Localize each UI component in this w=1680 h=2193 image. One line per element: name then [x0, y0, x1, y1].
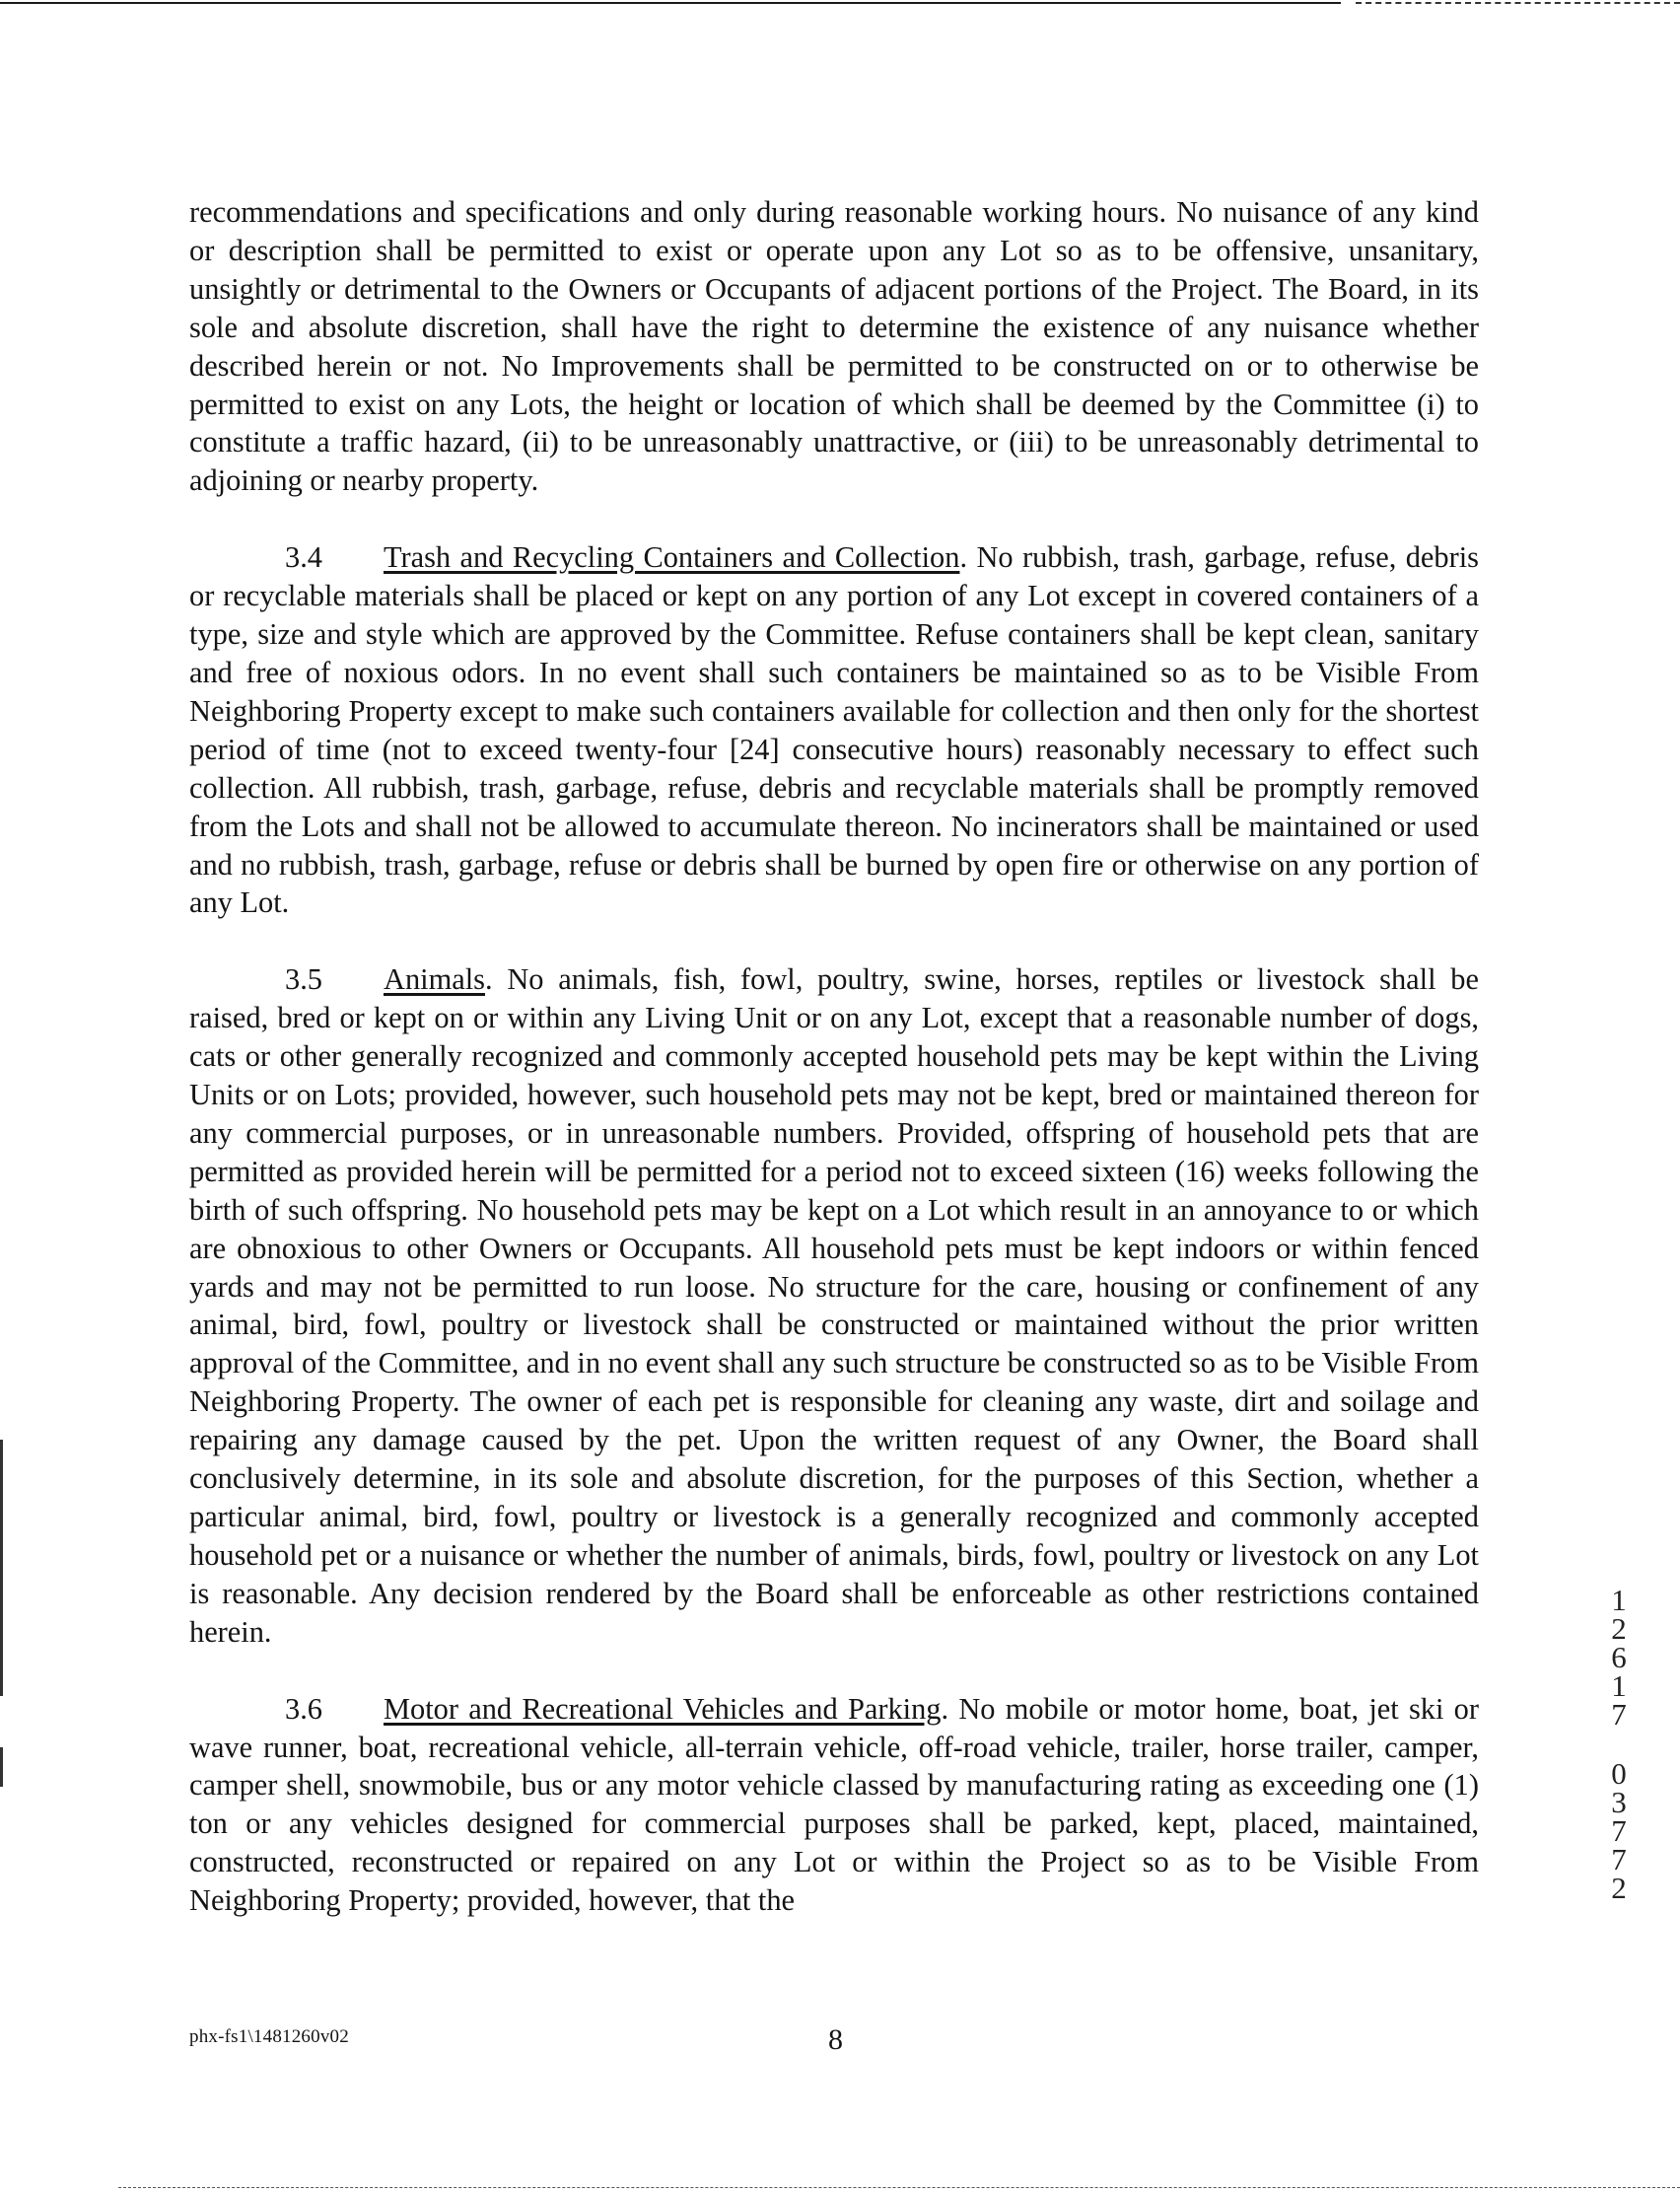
- section-text: . No rubbish, trash, garbage, refuse, debris or recyclable materials shall be placed or kept on any portion of any Lot except in covered containers of a type, size and style which are approved by the Committee. Refuse containers shall be kept clean, sanitary and free of noxious odors. In no event shall such containers be maintained so as to be Visible From Neighboring Property except to make such containers available for collection and then only for the shortest period of time (not to exceed twenty-four [24] consecutive hours) reasonably necessary to effect such collection. All rubbish, trash, garbage, refuse, debris and recyclable materials shall be promptly removed from the Lots and shall not be allowed to accumulate thereon. No incinerators shall be maintained or used and no rubbish, trash, garbage, refuse or debris shall be burned by open fire or otherwise on any portion of any Lot.: [189, 540, 1480, 920]
- document-body: [189, 193, 1479, 1958]
- section-3-6: [189, 1690, 1479, 1920]
- stamp-digit: 1: [1611, 1668, 1627, 1703]
- stamp-digit: 2: [1611, 1871, 1627, 1905]
- stamp-digit: 0: [1611, 1756, 1627, 1791]
- section-number: 3.4: [285, 540, 322, 575]
- page-number: 8: [828, 2023, 843, 2056]
- stamp-digit: 2: [1611, 1611, 1627, 1646]
- section-number: 3.5: [285, 962, 322, 997]
- section-text: . No mobile or motor home, boat, jet ski or wave runner, boat, recreational vehicle, all-terrain vehicle, off-road vehicle, trailer, horse trailer, camper, camper shell, snowmobile, bus or any motor vehicle classed by manufacturing rating as exceeding one (1) ton or any vehicles designed for commercial purposes shall be parked, kept, placed, maintained, constructed, reconstructed or repaired on any Lot or within the Project so as to be Visible From Neighboring Property; provided, however, that the: [189, 1691, 1479, 1918]
- stamp-digit: 7: [1611, 1697, 1627, 1732]
- stamp-digit: 6: [1611, 1640, 1627, 1674]
- section-text: . No animals, fish, fowl, poultry, swine, horses, reptiles or livestock shall be raised, bred or kept on or within any Living Unit or on any Lot, except that a reasonable number of dogs, cats or other generally recognized and commonly accepted household pets may be kept within the Living Units or on Lots; provided, however, such household pets may not be kept, bred or maintained thereon for any commercial purposes, or in unreasonable numbers. Provided, offspring of household pets that are permitted as provided herein will be permitted for a period not to exceed sixteen (16) weeks following the birth of such offspring. No household pets may be kept on a Lot which result in an annoyance to or which are obnoxious to other Owners or Occupants. All household pets must be kept indoors or within fenced yards and may not be permitted to run loose. No structure for the care, housing or confinement of any animal, bird, fowl, poultry or livestock shall be constructed or maintained without the prior written approval of the Committee, and in no event shall any such structure be constructed so as to be Visible From Neighboring Property. The owner of each pet is responsible for cleaning any waste, dirt and soilage and repairing any damage caused by the pet. Upon the written request of any Owner, the Board shall conclusively determine, in its sole and absolute discretion, for the purposes of this Section, whether a particular animal, bird, fowl, poultry or livestock is a generally recognized and commonly accepted household pet or a nuisance or whether the number of animals, birds, fowl, poultry or livestock on any Lot is reasonable. Any decision rendered by the Board shall be enforceable as other restrictions contained herein.: [189, 962, 1479, 1649]
- stamp-digit: 1: [1611, 1583, 1627, 1617]
- stamp-gap: [1602, 1729, 1636, 1759]
- scan-edge-left-mark: [0, 1747, 3, 1787]
- section-3-4: [189, 538, 1479, 922]
- scan-edge-top-dashed: [1356, 2, 1680, 4]
- opening-paragraph: recommendations and specifications and only during reasonable working hours. No nuisance of any kind or description shall be permitted to exist or operate upon any Lot so as to be offensive, unsanitary, unsightly or detrimental to the Owners or Occupants of adjacent portions of the Project. The Board, in its sole and absolute discretion, shall have the right to determine the existence of any nuisance whether described herein or not. No Improvements shall be permitted to be constructed on or to otherwise be permitted to exist on any Lots, the height or location of which shall be deemed by the Committee (i) to constitute a traffic hazard, (ii) to be unreasonably unattractive, or (iii) to be unreasonably detrimental to adjoining or nearby property.: [189, 195, 1479, 498]
- footer-document-id: phx-fs1\1481260v02: [189, 2026, 349, 2047]
- scan-edge-left-mark: [0, 1440, 3, 1696]
- stamp-digit: 7: [1611, 1842, 1627, 1876]
- section-title: Trash and Recycling Containers and Collection: [384, 540, 960, 575]
- scan-edge-top: [0, 2, 1341, 4]
- section-3-5: [189, 960, 1479, 1651]
- section-title: Animals: [384, 962, 485, 997]
- recording-number-stamp: [1602, 1583, 1636, 1905]
- section-number: 3.6: [285, 1691, 322, 1726]
- section-title: Motor and Recreational Vehicles and Parking: [384, 1691, 942, 1726]
- scan-edge-bottom: [118, 2187, 1680, 2188]
- stamp-digit: 3: [1611, 1785, 1627, 1819]
- stamp-digit: 7: [1611, 1813, 1627, 1848]
